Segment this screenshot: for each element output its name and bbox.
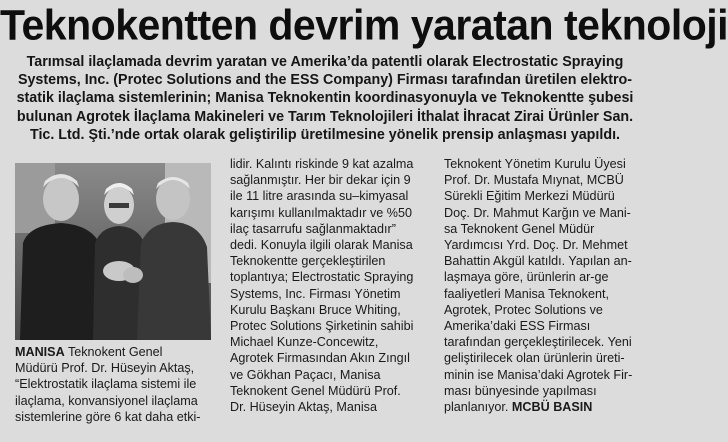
news-photo [15, 163, 211, 340]
lead-line: Systems, Inc. (Protec Solutions and the ESS Company) Firması tarafından üretilen elektro- [17, 72, 633, 89]
lead-line: bulunan Agrotek İlaçlama Makineleri ve Tarım Teknolojileri İthalat İhracat Zirai Ürünler San. [16, 108, 634, 125]
body-column-2 [230, 156, 430, 415]
body-line: ması bünyesinde yapılması [444, 383, 597, 398]
body-line: faaliyetleri Manisa Teknokent, [444, 286, 609, 301]
handshake-photo-illustration [15, 163, 211, 340]
body-line: Teknokent Yönetim Kurulu Üyesi [444, 157, 626, 171]
body-text: planlanıyor. [444, 400, 512, 415]
body-line: Doç. Dr. Mahmut Karğın ve Mani- [444, 205, 631, 220]
body-line: Systems, Inc. Firması Yönetim [230, 286, 401, 301]
lead-line: Tic. Ltd. Şti.’nde ortak olarak geliştirilip üretilmesine yönelik prensip anlaşması yapıldı. [29, 126, 621, 143]
caption-text: Teknokent Genel [64, 345, 163, 359]
body-line: sağlanmıştır. Her bir dekar için 9 [230, 173, 411, 188]
body-last-line [444, 399, 644, 415]
body-line: Sürekli Eğitim Merkezi Müdürü [444, 189, 615, 204]
lead-paragraph [8, 53, 642, 144]
caption-line: Müdürü Prof. Dr. Hüseyin Aktaş, [15, 361, 195, 376]
body-line: Teknokentte gerçekleştirilen [230, 254, 386, 269]
lead-line: statik ilaçlama sistemlerinin; Manisa Teknokentin koordinasyonuyla ve Teknokentte şubesi [16, 90, 634, 107]
body-line: Bahattin Akgül katıldı. Yapılan an- [444, 254, 632, 269]
body-line: sa Teknokent Genel Müdür [444, 221, 595, 236]
body-line: karışımı kullanılmaktadır ve %50 [230, 205, 412, 220]
caption-column [15, 344, 215, 425]
body-line: Kurulu Başkanı Bruce Whiting, [230, 302, 401, 317]
body-line: geliştirilecek olan ürünlerin üreti- [444, 351, 625, 366]
headline: Teknokentten devrim yaratan teknoloji [0, 0, 728, 50]
caption-line: ilaçlama, konvansiyonel ilaçlama [15, 393, 198, 408]
caption-first-line [15, 344, 215, 360]
body-line: ve Gökhan Paçacı, Manisa [230, 367, 381, 382]
body-line: Yardımcısı Yrd. Doç. Dr. Mehmet [444, 238, 628, 253]
lead-line: Tarımsal ilaçlamada devrim yaratan ve Amerika’da patentli olarak Electrostatic Spraying [26, 54, 624, 70]
body-line: Agrotek, Protec Solutions ve [444, 302, 603, 317]
body-line: minin ise Manisa’daki Agrotek Fir- [444, 367, 633, 382]
body-line: lidir. Kalıntı riskinde 9 kat azalma [230, 157, 414, 171]
body-line: dedi. Konuyla ilgili olarak Manisa [230, 238, 413, 253]
body-line: ile 11 litre arasında su–kimyasal [230, 189, 409, 204]
body-line: Amerika’daki ESS Firması [444, 319, 591, 334]
body-line: Michael Kunze-Concewitz, [230, 335, 379, 350]
body-line: Agrotek Firmasından Akın Zıngıl [230, 351, 410, 366]
body-line: ilaç tasarrufu sağlanmaktadır” [230, 221, 396, 236]
caption-line: sistemlerine göre 6 kat daha etki- [15, 409, 201, 424]
press-credit: MCBÜ BASIN [511, 400, 593, 415]
body-line: Teknokent Genel Müdürü Prof. [230, 383, 401, 398]
body-line: Protec Solutions Şirketinin sahibi [230, 319, 414, 334]
body-line: tarafından gerçekleştirilecek. Yeni [444, 335, 632, 350]
body-column-3 [444, 156, 644, 415]
dateline: MANISA [15, 345, 65, 359]
body-line: Prof. Dr. Mustafa Mıynat, MCBÜ [444, 173, 624, 188]
body-line: toplantıya; Electrostatic Spraying [230, 270, 414, 285]
body-line: Dr. Hüseyin Aktaş, Manisa [230, 400, 377, 415]
body-line: laşmaya göre, ürünlerin ar-ge [444, 270, 609, 285]
caption-line: “Elektrostatik ilaçlama sistemi ile [15, 377, 197, 392]
